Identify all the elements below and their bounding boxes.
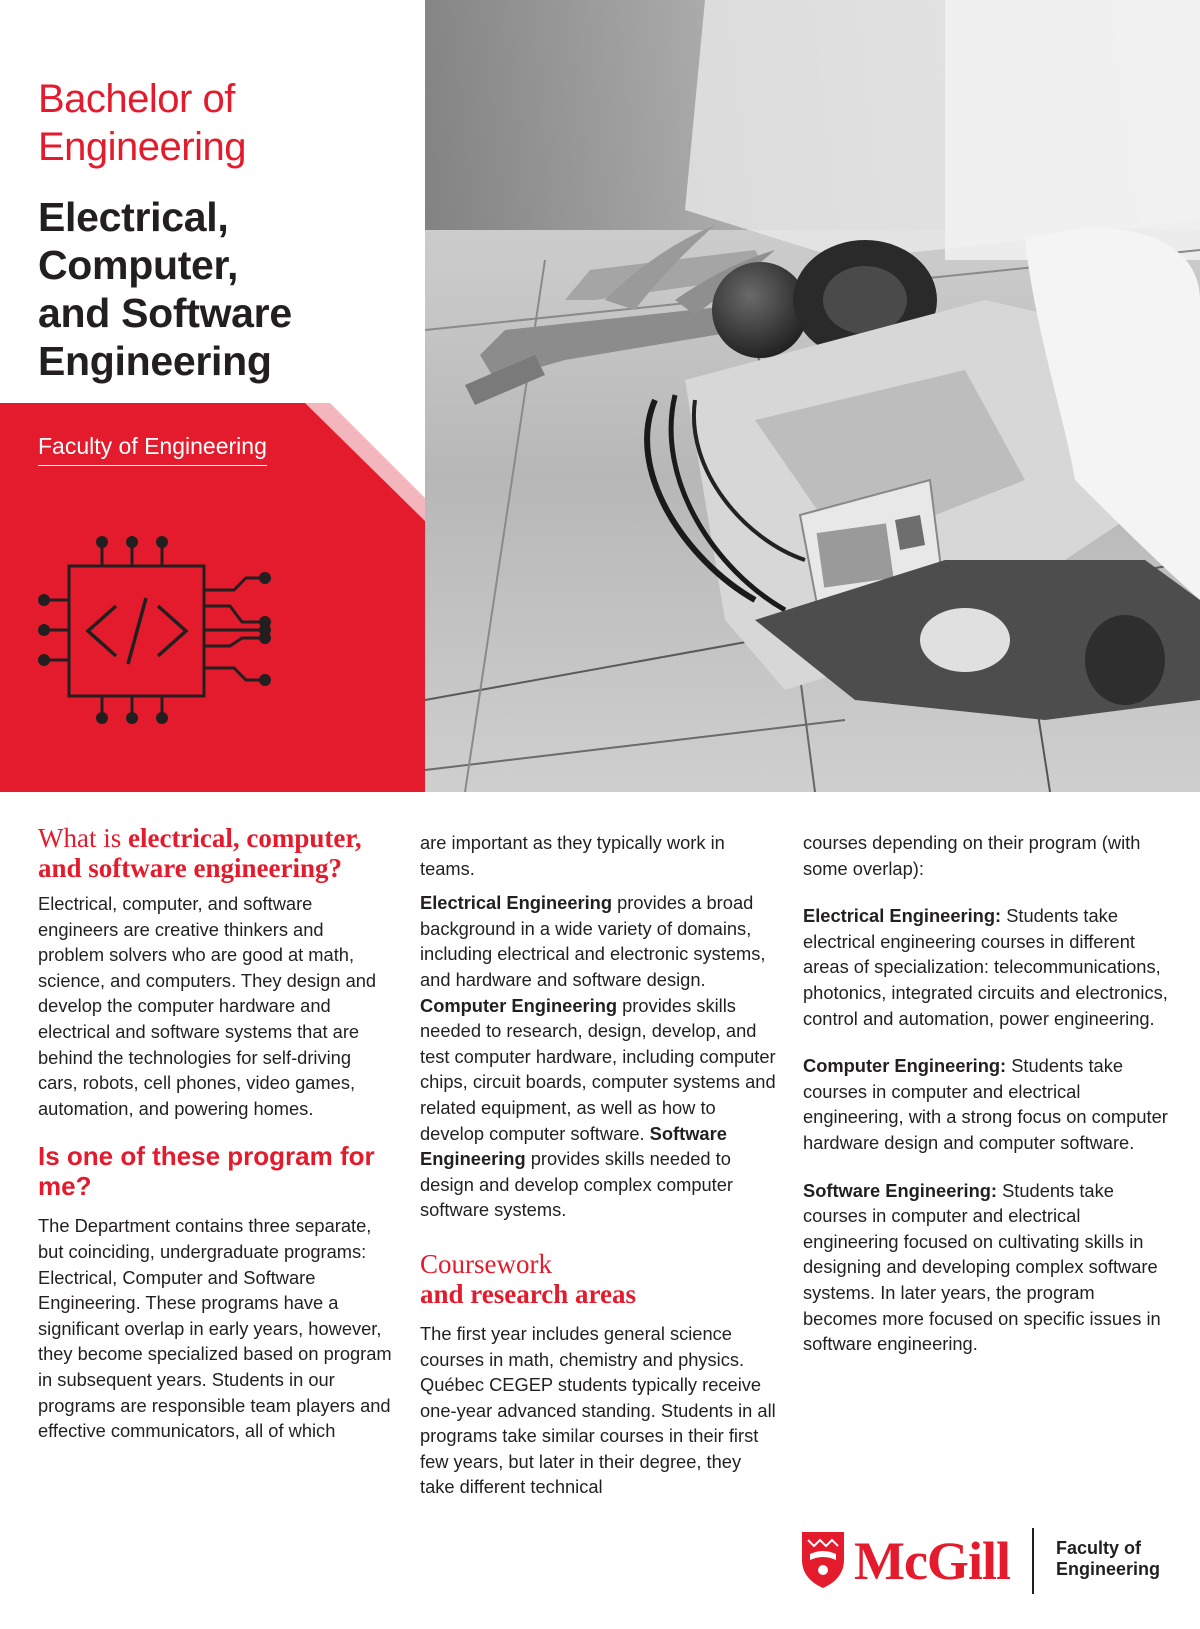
ce-text: Students take courses in computer and electrical engineering, with a strong focus on computer hardware design and computer software.: [803, 1055, 1168, 1153]
se-label: Software Engineering:: [803, 1179, 998, 1201]
heading-line: Coursework: [420, 1248, 552, 1279]
title-line: Engineering: [38, 337, 272, 384]
ce-label: Computer Engineering:: [803, 1055, 1007, 1077]
column-1: [38, 823, 393, 1444]
programs-overview: [420, 890, 780, 1223]
continued-text: are important as they typically work in teams.: [420, 832, 725, 879]
ee-text: Students take electrical engineering courses in different areas of specialization: telecommunications, photonics, integrated circuits and electronics, control and automation, power engineering.: [803, 905, 1168, 1029]
continued-text: courses depending on their program (with some overlap):: [803, 832, 1141, 879]
column-2: [420, 830, 780, 1500]
robot-photo: [425, 0, 1200, 792]
section-body-program-for-me: The Department contains three separate, but coinciding, undergraduate programs: Electrical, Computer and Software Engineering. These programs have a significant overlap in early years, however, they become specialized based on program in subsequent years. Students in our programs are responsible team players and effective communicators, all of which: [38, 1215, 392, 1442]
ce-text: provides skills needed to research, design, develop, and test computer hardware, including computer chips, circuit boards, computer systems and related equipment, as well as how to develop computer software.: [420, 994, 776, 1144]
faculty-link[interactable]: Faculty of Engineering: [38, 433, 267, 466]
se-label: Software Engineering: [420, 1122, 727, 1170]
logo-divider: [1032, 1528, 1034, 1594]
section-body-what-is: Electrical, computer, and software engineers are creative thinkers and problem solvers who are good at math, science, and computers. They design and develop the computer hardware and electrical and software systems that are behind the technologies for self-driving cars, robots, cell phones, video games, automation, and powering homes.: [38, 893, 377, 1119]
se-text: provides skills needed to design and develop complex computer software systems.: [420, 1148, 734, 1221]
ce-description: [803, 1053, 1168, 1155]
title-line: Electrical,: [38, 194, 229, 240]
ce-label: Computer Engineering: [420, 994, 618, 1016]
robot-photo-illustration: [425, 0, 1200, 792]
logo-faculty-line: Engineering: [1056, 1559, 1161, 1579]
ee-text: provides a broad background in a wide variety of domains, including electrical and electronic systems, and hardware and software design.: [420, 892, 766, 990]
subtitle-line: Engineering: [38, 124, 246, 169]
ee-label: Electrical Engineering:: [803, 905, 1002, 927]
logo-faculty-line: Faculty of: [1056, 1538, 1142, 1558]
section-body-coursework: The first year includes general science courses in math, chemistry and physics. Québec CEGEP students typically receive one-year advanced standing. Students in all programs take similar courses in their first few years, but later in their degree, they take different technical: [420, 1322, 776, 1498]
mcgill-logo: [800, 1528, 1180, 1596]
chip-code-icon: [34, 528, 284, 728]
heading-plain: What is: [38, 823, 128, 853]
mcgill-crest-icon: [800, 1530, 846, 1590]
program-subtitle: [38, 76, 246, 171]
column-3: [803, 830, 1168, 1357]
section-heading-coursework: [420, 1249, 780, 1309]
subtitle-line: Bachelor of: [38, 77, 235, 121]
ee-label: Electrical Engineering: [420, 892, 613, 914]
heading-bold: me?: [38, 1171, 92, 1202]
section-heading-program-for-me: [38, 1141, 393, 1201]
heading-bold: electrical, computer, and software engineering?: [38, 823, 362, 883]
title-line: Computer,: [38, 241, 239, 288]
mcgill-wordmark: McGill: [854, 1531, 1010, 1591]
page-title: [38, 194, 292, 386]
se-text: Students take courses in computer and electrical engineering focused on cultivating skills in designing and developing complex software systems. In later years, the program becomes more focused on specific issues in software engineering.: [803, 1179, 1161, 1355]
logo-faculty-text: [1056, 1538, 1160, 1580]
section-heading-what-is: [38, 823, 393, 883]
heading-line: and research areas: [420, 1278, 636, 1309]
ee-description: [803, 903, 1168, 1031]
heading-plain: Is one of these program for: [38, 1141, 375, 1172]
title-line: and Software: [38, 289, 292, 336]
se-description: [803, 1178, 1168, 1357]
